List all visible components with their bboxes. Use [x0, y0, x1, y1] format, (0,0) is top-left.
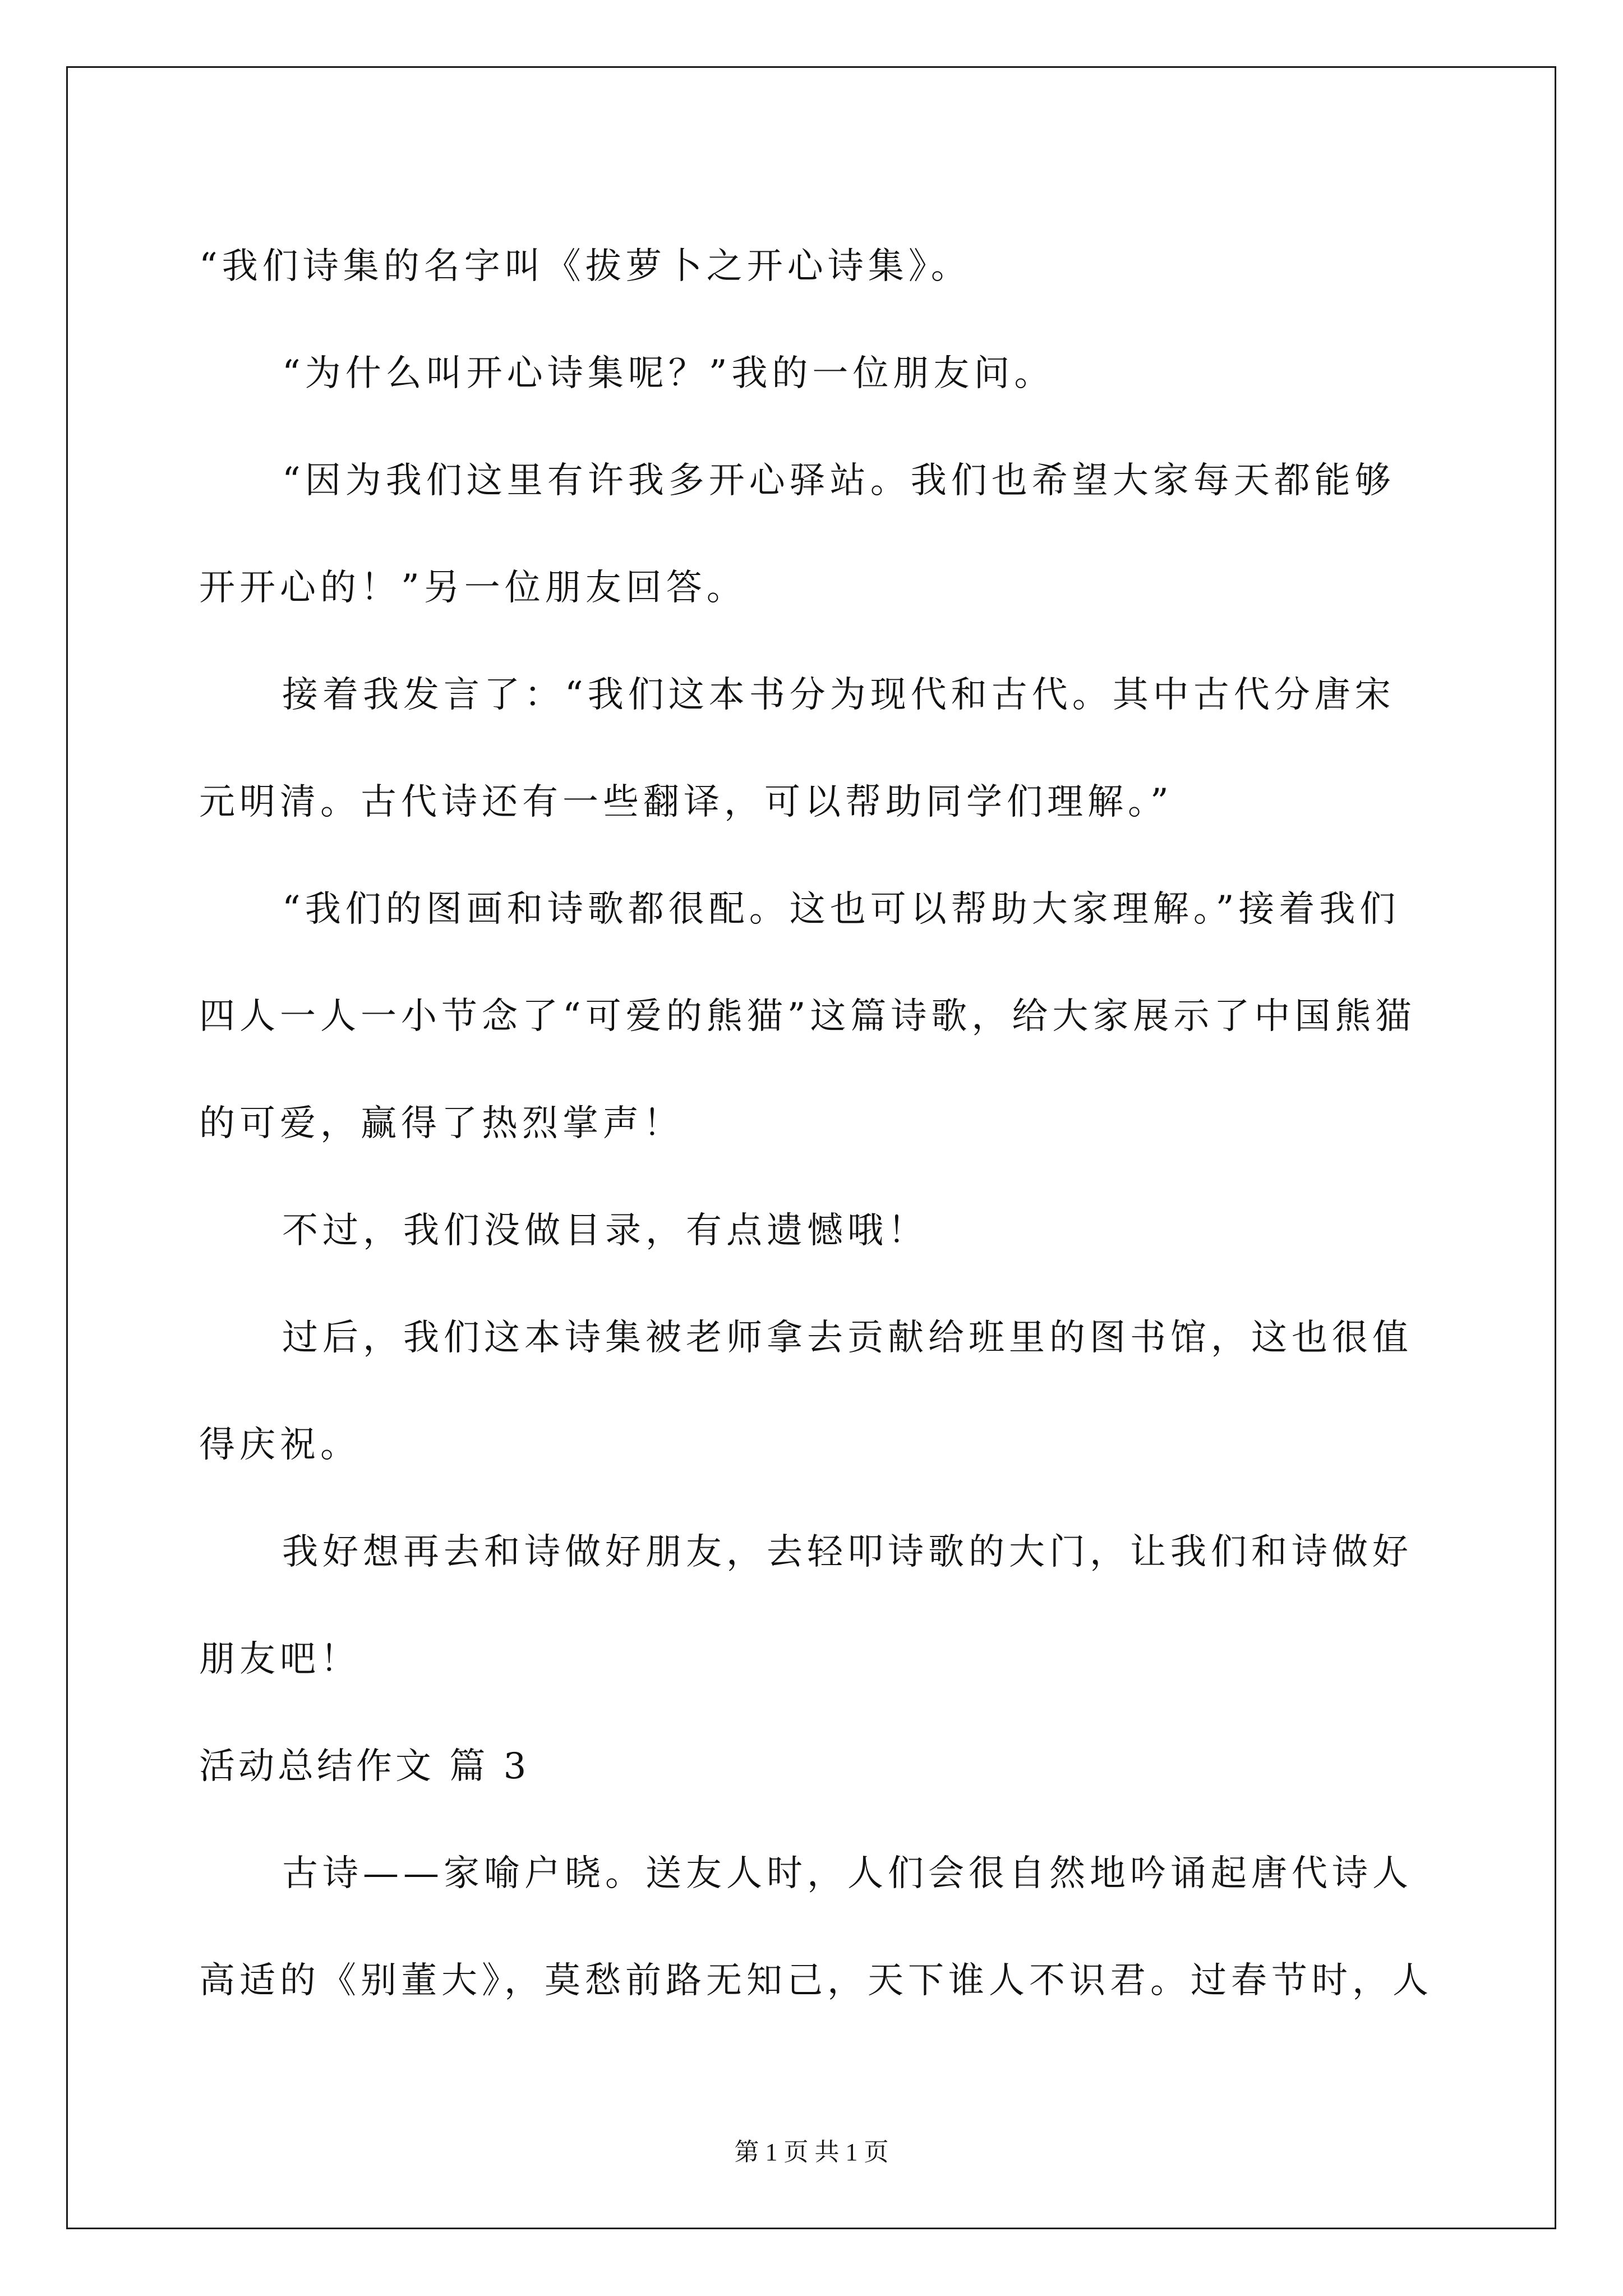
paragraph: 我好想再去和诗做好朋友，去轻叩诗歌的大门，让我们和诗做好朋友吧！	[199, 1531, 1413, 1680]
document-body	[199, 213, 1433, 2035]
paragraph: “我们诗集的名字叫《拔萝卜之开心诗集》。	[199, 246, 971, 287]
paragraph: “为什么叫开心诗集呢？”我的一位朋友问。	[282, 353, 1055, 394]
paragraph: 接着我发言了：“我们这本书分为现代和古代。其中古代分唐宋元明清。古代诗还有一些翻译，可以帮助同学们理解。”	[199, 674, 1395, 823]
paragraph: 过后，我们这本诗集被老师拿去贡献给班里的图书馆，这也很值得庆祝。	[199, 1317, 1413, 1466]
paragraph: “我们的图画和诗歌都很配。这也可以帮助大家理解。”接着我们四人一人一小节念了“可爱的熊猫”这篇诗歌，给大家展示了中国熊猫的可爱，赢得了热烈掌声！	[199, 889, 1416, 1144]
paragraph: 不过，我们没做目录，有点遗憾哦！	[282, 1210, 928, 1251]
page-footer: 第 1 页 共 1 页	[734, 2138, 889, 2166]
paragraph: 古诗——家喻户晓。送友人时，人们会很自然地吟诵起唐代诗人高适的《别董大》，莫愁前路无知己，天下谁人不识君。过春节时，人	[199, 1853, 1433, 2001]
section-heading: 活动总结作文 篇 3	[199, 1746, 530, 1787]
paragraph: “因为我们这里有许我多开心驿站。我们也希望大家每天都能够开开心的！”另一位朋友回答。	[199, 460, 1395, 609]
